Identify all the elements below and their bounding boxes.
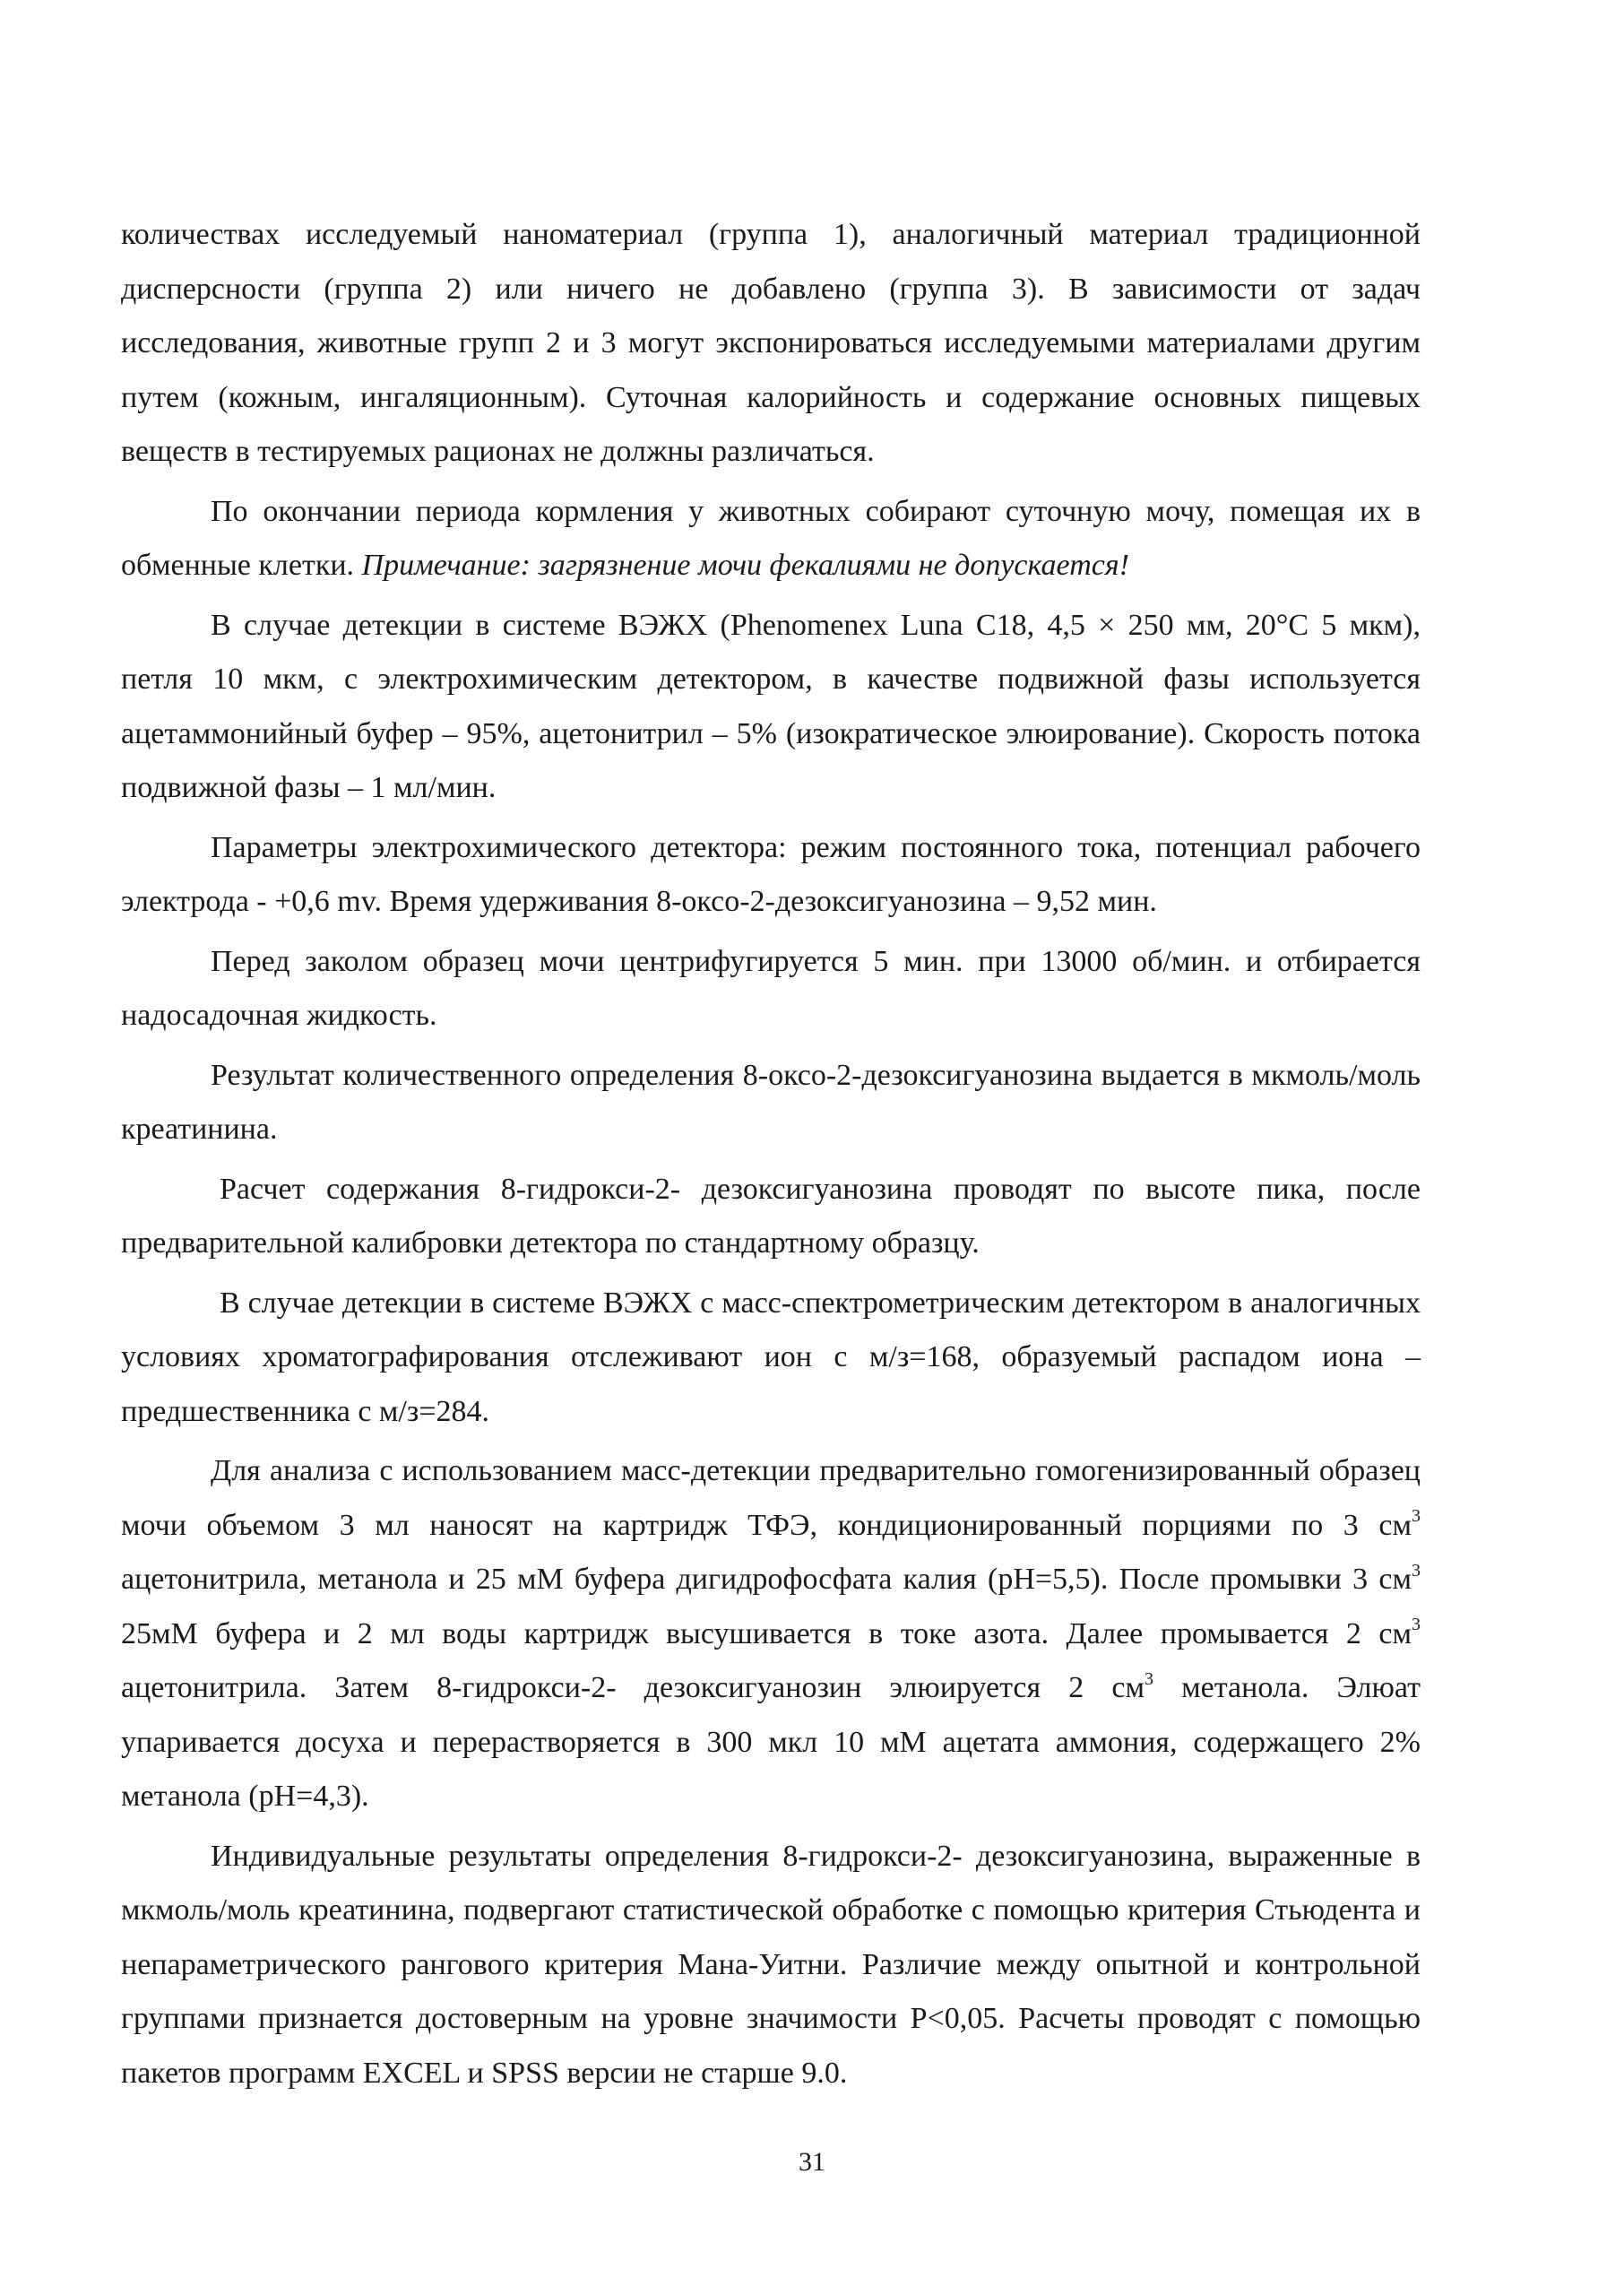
paragraph-4: Параметры электрохимического детектора: режим постоянного тока, потенциал рабочего электрода - +0,6 mv. Время удерживания 8-оксо-2-дезоксигуанозина – 9,52 мин. xyxy=(121,830,1421,918)
paragraph-3: В случае детекции в системе ВЭЖХ (Phenomenex Luna C18, 4,5 × 250 мм, 20°C 5 мкм), петля 10 мкм, с электрохимическим детектором, в качестве подвижной фазы используется ацетаммонийный буфер – 95%, ацетонитрил – 5% (изократическое элюирование). Скорость потока подвижной фазы – 1 мл/мин. xyxy=(121,608,1421,804)
paragraph-9-part-d: ацетонитрила. Затем 8-гидрокси-2- дезоксигуанозин элюируется 2 см xyxy=(121,1671,1145,1704)
body-text xyxy=(121,208,1421,2100)
paragraph-2-text: По окончании периода кормления у животных собирают суточную мочу, помещая их в обменные клетки. xyxy=(121,494,1421,582)
superscript-3: 3 xyxy=(1412,1506,1421,1527)
paragraph-9-part-c: 25мМ буфера и 2 мл воды картридж высушивается в токе азота. Далее промывается 2 см xyxy=(121,1616,1412,1650)
paragraph-6: Результат количественного определения 8-оксо-2-дезоксигуанозина выдается в мкмоль/моль креатинина. xyxy=(121,1058,1421,1146)
paragraph-9 xyxy=(121,1444,1421,1824)
paragraph-9-part-b: ацетонитрила, метанола и 25 мМ буфера дигидрофосфата калия (pH=5,5). После промывки 3 см xyxy=(121,1563,1412,1596)
page-number: 31 xyxy=(799,2147,825,2177)
superscript-3: 3 xyxy=(1412,1560,1421,1581)
superscript-3: 3 xyxy=(1145,1668,1154,1689)
paragraph-10: Индивидуальные результаты определения 8-гидрокси-2- дезоксигуанозина, выраженные в мкмоль/моль креатинина, подвергают статистической обработке с помощью критерия Стьюдента и непараметрического рангового критерия Мана-Уитни. Различие между опытной и контрольной группами признается достоверным на уровне значимости P<0,05. Расчеты проводят с помощью пакетов программ EXCEL и SPSS версии не старше 9.0. xyxy=(121,1839,1421,2090)
paragraph-2-note: Примечание: загрязнение мочи фекалиями не допускается! xyxy=(361,549,1129,582)
paragraph-9-part-e: метанола. Элюат упаривается досуха и перерастворяется в 300 мкл 10 мМ ацетата аммония, содержащего 2% метанола (pH=4,3). xyxy=(121,1671,1421,1813)
paragraph-2 xyxy=(121,485,1421,593)
paragraph-1: количествах исследуемый наноматериал (группа 1), аналогичный материал традиционной дисперсности (группа 2) или ничего не добавлено (группа 3). В зависимости от задач исследования, животные групп 2 и 3 могут экспонироваться исследуемыми материалами другим путем (кожным, ингаляционным). Суточная калорийность и содержание основных пищевых веществ в тестируемых рационах не должны различаться. xyxy=(121,218,1421,468)
paragraph-5: Перед заколом образец мочи центрифугируется 5 мин. при 13000 об/мин. и отбирается надосадочная жидкость. xyxy=(121,944,1421,1032)
superscript-3: 3 xyxy=(1412,1615,1421,1635)
paragraph-7: Расчет содержания 8-гидрокси-2- дезоксигуанозина проводят по высоте пика, после предварительной калибровки детектора по стандартному образцу. xyxy=(121,1172,1421,1260)
paragraph-8: В случае детекции в системе ВЭЖХ с масс-спектрометрическим детектором в аналогичных условиях хроматографирования отслеживают ион с м/з=168, образуемый распадом иона – предшественника с м/з=284. xyxy=(121,1286,1421,1428)
paragraph-9-part-a: Для анализа с использованием масс-детекции предварительно гомогенизированный образец мочи объемом 3 мл наносят на картридж ТФЭ, кондиционированный порциями по 3 см xyxy=(121,1454,1421,1542)
